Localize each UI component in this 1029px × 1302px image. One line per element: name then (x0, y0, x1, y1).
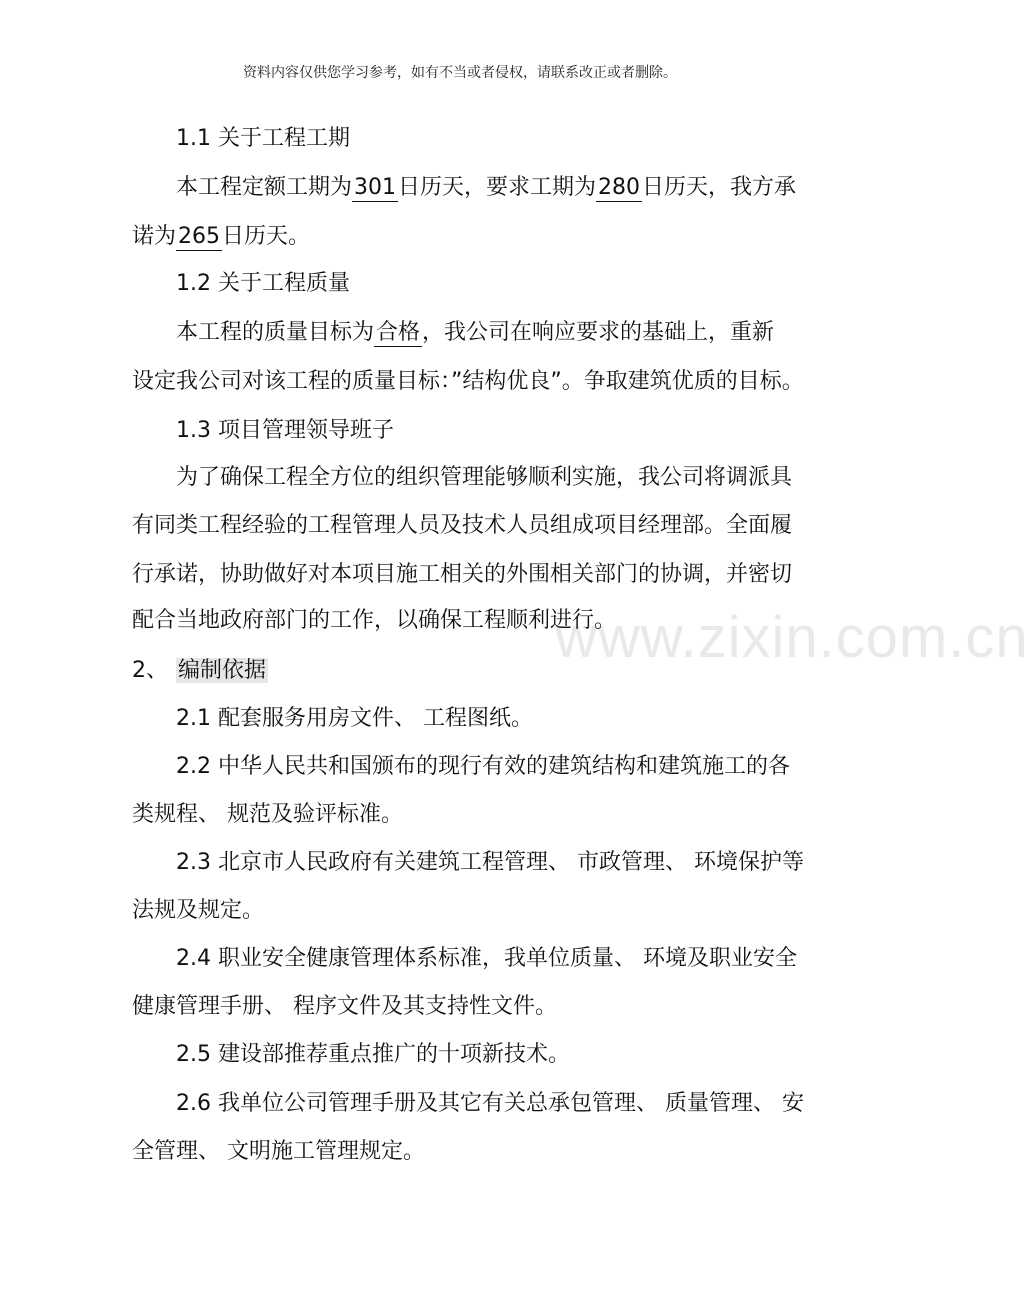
quota-period-value: 301 (354, 175, 397, 200)
item-2-5: 2.5 建设部推荐重点推广的十项新技术。 (176, 1042, 570, 1067)
section-2-number: 2、 (132, 658, 168, 683)
section-1-2-line-2: 设定我公司对该工程的质量目标：”结构优良”。争取建筑优质的目标。 (132, 369, 804, 394)
required-period-value: 280 (598, 175, 641, 200)
section-1-1-line-2: 诺为265日历天。 (132, 224, 311, 249)
item-2-2-line-2: 类规程、 规范及验评标准。 (132, 802, 403, 827)
item-2-3-line-1: 2.3 北京市人民政府有关建筑工程管理、 市政管理、 环境保护等 (176, 850, 804, 875)
item-2-1: 2.1 配套服务用房文件、 工程图纸。 (176, 706, 533, 731)
section-1-3-line-2: 有同类工程经验的工程管理人员及技术人员组成项目经理部。全面履 (132, 513, 793, 538)
section-1-2-line-1: 本工程的质量目标为合格，我公司在响应要求的基础上，重新 (176, 320, 775, 345)
section-1-3-line-4: 配合当地政府部门的工作，以确保工程顺利进行。 (132, 608, 617, 633)
watermark: www.zixin.com.cn (555, 605, 1029, 670)
promise-period-value: 265 (178, 224, 221, 249)
item-2-6-line-2: 全管理、 文明施工管理规定。 (132, 1139, 425, 1164)
section-1-2-title: 1.2 关于工程质量 (176, 271, 350, 296)
quality-target-value: 合格 (376, 320, 421, 345)
section-1-1-line-1: 本工程定额工期为301日历天，要求工期为280日历天，我方承 (176, 175, 797, 200)
section-1-3-title: 1.3 项目管理领导班子 (176, 418, 394, 443)
section-1-3-line-1: 为了确保工程全方位的组织管理能够顺利实施，我公司将调派具 (176, 465, 793, 490)
item-2-2-line-1: 2.2 中华人民共和国颁布的现行有效的建筑结构和建筑施工的各 (176, 754, 790, 779)
item-2-4-line-2: 健康管理手册、 程序文件及其支持性文件。 (132, 994, 557, 1019)
section-1-1-title: 1.1 关于工程工期 (176, 126, 350, 151)
section-2-title: 编制依据 (178, 658, 267, 683)
item-2-4-line-1: 2.4 职业安全健康管理体系标准，我单位质量、 环境及职业安全 (176, 946, 797, 971)
item-2-6-line-1: 2.6 我单位公司管理手册及其它有关总承包管理、 质量管理、 安 (176, 1091, 804, 1116)
item-2-3-line-2: 法规及规定。 (132, 898, 265, 923)
copyright-notice: 资料内容仅供您学习参考，如有不当或者侵权，请联系改正或者删除。 (243, 65, 677, 81)
section-1-3-line-3: 行承诺，协助做好对本项目施工相关的外围相关部门的协调，并密切 (132, 562, 793, 587)
